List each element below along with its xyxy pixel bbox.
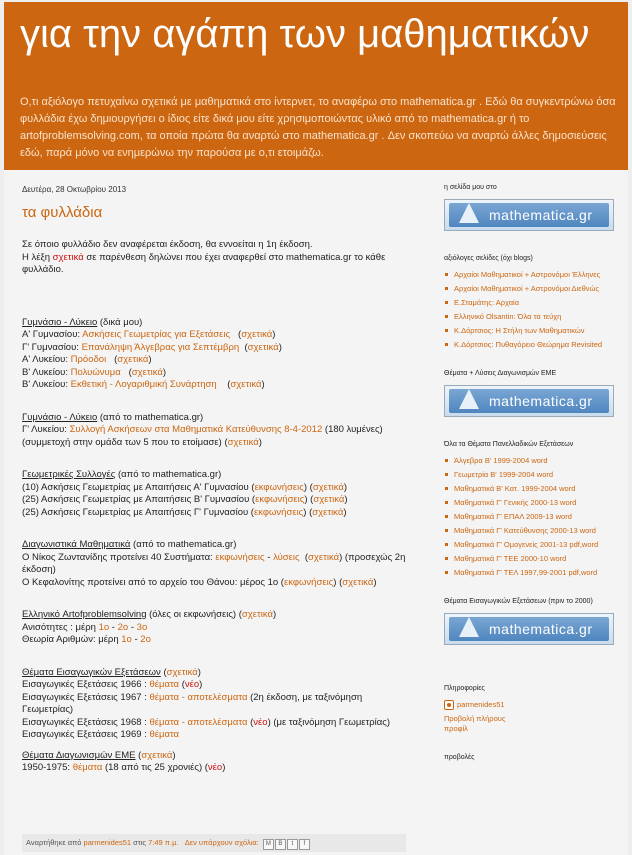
item-label: Ανισότητες : μέρη bbox=[22, 621, 99, 633]
list-item: Θεωρία Αριθμών: μέρη 1ο - 2ο bbox=[22, 634, 151, 645]
sidebar-link[interactable]: Μαθηματικά Γ' Κατεύθυνσης 2000-13 word bbox=[444, 526, 620, 536]
list-item: Εισαγωγικές Εξετάσεις 1968 : θέματα - αποτελέσματα (νέο) (με ταξινόμηση Γεωμετρίας) bbox=[22, 716, 391, 728]
sxetika-link[interactable]: σχετικά bbox=[247, 341, 279, 353]
item-label: Εισαγωγικές Εξετάσεις 1966 : bbox=[22, 679, 150, 690]
sidebar-link[interactable]: Μαθηματικά Γ' Ομογενείς 2001-13 pdf,word bbox=[444, 540, 620, 550]
sidebar-link[interactable]: Κ.Δόρτσιος: Πυθαγόρειο Θεώρημα Revisited bbox=[444, 340, 620, 350]
widget-title: προβολές bbox=[444, 754, 475, 762]
sxetika-link[interactable]: σχετικά bbox=[52, 251, 84, 263]
item-label: (10) Ασκήσεις Γεωμετρίας με Απαιτήσεις Α' Γυμνασίου bbox=[22, 481, 249, 493]
timestamp-link[interactable]: 7:49 π.μ. bbox=[148, 838, 179, 847]
sxetika-link[interactable]: σχετικά bbox=[313, 494, 345, 505]
sxetika-link[interactable]: σχετικά bbox=[241, 329, 273, 340]
statements-link[interactable]: εκφωνήσεις bbox=[283, 576, 334, 588]
section-title: Θέματα Εισαγωγικών Εξετάσεων bbox=[22, 666, 161, 678]
post-intro bbox=[22, 239, 406, 277]
item-note: (180 λυμένες) bbox=[322, 424, 383, 435]
list-item bbox=[22, 424, 406, 437]
list-item: Εισαγωγικές Εξετάσεις 1966 : θέματα (νέο) bbox=[22, 679, 203, 690]
list-item: Ανισότητες : μέρη 1ο - 2ο - 3ο bbox=[22, 621, 148, 633]
sidebar-link[interactable]: Γεωμετρία Β' 1999-2004 word bbox=[444, 470, 620, 480]
list-item bbox=[22, 437, 406, 450]
section-heading bbox=[22, 412, 406, 425]
at-label: στις bbox=[131, 838, 149, 847]
list-item: Α' Γυμνασίου: Ασκήσεις Γεωμετρίας για Εξετάσεις (σχετικά) bbox=[22, 329, 276, 340]
profile-name-link[interactable]: parmenides51 bbox=[457, 700, 505, 709]
sidebar bbox=[444, 184, 620, 769]
part-link[interactable]: 2ο bbox=[140, 634, 151, 645]
topics-link[interactable]: θέματα bbox=[149, 679, 180, 690]
new-badge: νέο bbox=[253, 716, 268, 728]
blog-description: Ο,τι αξιόλογο πετυχαίνω σχετικά με μαθηματικά στο ίντερνετ, το αναφέρω στο mathematica.gr . Εδώ θα συγκεντρώνω όσα φυλλάδια έχω δημιουργήσει ο ίδιος είτε δικά μου είτε χρησιμοποιώντας υλικό από το mathematica.gr ή το artofproblemsolving.com, τα οποία πρώτα θα αναρτώ στο mathematica.gr . Δεν σκοπεύω να αναρτώ άλλες δημοσιεύσεις εδώ, παρά μόνο να ενημερώνω την παρούσα με ο,τι ετοιμάζω. bbox=[20, 96, 616, 159]
twitter-share-icon[interactable]: t bbox=[287, 839, 298, 850]
part-link[interactable]: 1ο bbox=[98, 621, 110, 633]
item-note: (προσεχώς 2η έκδοση) bbox=[22, 551, 406, 575]
intro-text: Η λέξη bbox=[22, 251, 53, 263]
statements-link[interactable]: εκφωνήσεις bbox=[254, 481, 304, 493]
widget-title: αξιόλογες σελίδες (όχι blogs) bbox=[444, 255, 533, 262]
list-item bbox=[22, 729, 406, 742]
widget-title: Θέματα Εισαγωγικών Εξετάσεων (πριν το 2000) bbox=[444, 598, 593, 605]
item-label: 1950-1975: bbox=[22, 762, 73, 773]
section-geometry-collections bbox=[22, 469, 406, 519]
section-heading bbox=[22, 539, 406, 552]
section-note: (από το mathematica.gr) bbox=[115, 469, 222, 480]
item-label: Β' Λυκείου: bbox=[22, 366, 71, 378]
banner-text: mathematica.gr bbox=[489, 207, 593, 223]
sxetika-link[interactable]: σχετικά bbox=[166, 666, 198, 678]
mathematica-banner[interactable] bbox=[444, 199, 614, 231]
section-title: Γυμνάσιο - Λύκειο bbox=[22, 411, 98, 423]
section-heading: Ελληνικό Artofproblemsolving (όλες οι εκφωνήσεις) (σχετικά) bbox=[22, 609, 277, 620]
item-label: Εισαγωγικές Εξετάσεις 1969 : bbox=[22, 729, 150, 740]
mathematica-banner[interactable] bbox=[444, 613, 614, 645]
statements-link[interactable]: εκφωνήσεις bbox=[215, 551, 265, 563]
item-note: (συμμετοχή στην ομάδα των 5 που το ετοίμασε) ( bbox=[22, 436, 228, 448]
sxetika-link[interactable]: σχετικά bbox=[131, 366, 163, 378]
intro-line-1: Σε όποιο φυλλάδιο δεν αναφέρεται έκδοση, θα εννοείται η 1η έκδοση. bbox=[22, 239, 313, 250]
part-link[interactable]: 3ο bbox=[136, 621, 148, 633]
item-label: (25) Ασκήσεις Γεωμετρίας με Απαιτήσεις Γ' Γυμνασίου bbox=[22, 506, 249, 518]
sidebar-link[interactable]: Μαθηματικά Β' Κατ. 1999-2004 word bbox=[444, 484, 620, 494]
sidebar-link[interactable]: Μαθηματικά Γ' Γενικής 2000-13 word bbox=[444, 498, 620, 508]
section-heading bbox=[22, 317, 406, 330]
item-note: ) bbox=[258, 436, 262, 448]
sidebar-link[interactable]: Μαθηματικά Γ' ΤΕΛ 1997,99-2001 pdf,word bbox=[444, 568, 620, 578]
item-label: Γ' Γυμνασίου: bbox=[22, 341, 82, 353]
content-area bbox=[4, 170, 628, 855]
statements-link[interactable]: εκφωνήσεις bbox=[253, 506, 304, 518]
item-label: Α' Γυμνασίου: bbox=[22, 329, 83, 340]
part-link[interactable]: 2ο bbox=[117, 621, 129, 633]
triangle-logo-icon bbox=[459, 203, 479, 223]
handout-link[interactable]: Επανάληψη Άλγεβρας για Σεπτέμβρη bbox=[81, 341, 240, 353]
section-heading bbox=[22, 469, 406, 482]
profile-row bbox=[444, 700, 620, 710]
section-heading: Θέματα Εισαγωγικών Εξετάσεων (σχετικά) bbox=[22, 666, 201, 678]
sidebar-link[interactable]: Άλγεβρα Β' 1999-2004 word bbox=[444, 456, 620, 466]
list-item: (25) Ασκήσεις Γεωμετρίας με Απαιτήσεις Γ' Γυμνασίου (εκφωνήσεις) (σχετικά) bbox=[22, 506, 347, 518]
section-title: Θέματα Διαγωνισμών ΕΜΕ bbox=[22, 749, 136, 761]
intro-text: σε παρένθεση δηλώνει που έχει αναφερθεί στο mathematica.gr το κάθε φυλλάδιο. bbox=[22, 251, 386, 275]
section-heading: Θέματα Διαγωνισμών ΕΜΕ (σχετικά) bbox=[22, 749, 176, 761]
view-profile-link[interactable]: Προβολή πλήρους προφίλ bbox=[444, 714, 506, 734]
section-title: Ελληνικό Artofproblemsolving bbox=[22, 609, 147, 620]
list-item bbox=[22, 692, 406, 717]
post-title[interactable]: τα φυλλάδια bbox=[22, 203, 103, 221]
list-item: (10) Ασκήσεις Γεωμετρίας με Απαιτήσεις Α' Γυμνασίου (εκφωνήσεις) (σχετικά) bbox=[22, 481, 348, 493]
list-item: Ο Νίκος Ζωντανίδης προτείνει 40 Συστήματα: εκφωνήσεις - λύσεις (σχετικά) (προσεχώς 2η έκδοση) bbox=[22, 551, 406, 575]
item-label: Β' Λυκείου: bbox=[22, 379, 71, 390]
sidebar-link[interactable]: Αρχαίοι Μαθηματικοί + Αστρονόμοι Διεθνώς bbox=[444, 284, 620, 294]
item-label: Ο Νίκος Ζωντανίδης προτείνει 40 Συστήματα: bbox=[22, 551, 216, 563]
mathematica-banner[interactable] bbox=[444, 385, 614, 417]
item-note: ) bbox=[222, 762, 226, 773]
sidebar-link[interactable]: Ελληνικό Olsantin: Όλα τα τεύχη bbox=[444, 312, 620, 322]
list-item: Β' Λυκείου: Πολυώνυμα (σχετικά) bbox=[22, 366, 167, 378]
item-note: (18 από τις 25 χρονιές) ( bbox=[102, 762, 208, 773]
section-gymnasio-lykeio-mathematica bbox=[22, 412, 406, 450]
section-competition-math bbox=[22, 539, 406, 589]
post-column bbox=[22, 184, 406, 795]
widget-title: Θέματα + Λύσεις Διαγωνισμών ΕΜΕ bbox=[444, 370, 557, 377]
sxetika-link[interactable]: σχετικά bbox=[342, 576, 374, 588]
profile-widget bbox=[444, 685, 620, 761]
topics-link[interactable]: θέματα bbox=[72, 762, 103, 773]
section-note: (από το mathematica.gr) bbox=[97, 411, 204, 423]
comments-link[interactable]: Δεν υπάρχουν σχόλια: bbox=[184, 838, 259, 847]
list-item bbox=[22, 762, 406, 775]
list-item: Β' Λυκείου: Εκθετική - Λογαριθμική Συνάρτηση (σχετικά) bbox=[22, 379, 265, 390]
sxetika-link[interactable]: σχετικά bbox=[227, 436, 259, 448]
sxetika-link[interactable]: σχετικά bbox=[308, 551, 340, 563]
new-badge: νέο bbox=[184, 679, 200, 690]
section-note: (όλες οι εκφωνήσεις) ( bbox=[146, 609, 242, 620]
item-note: (με ταξινόμηση Γεωμετρίας) bbox=[270, 716, 391, 728]
solutions-link[interactable]: λύσεις bbox=[273, 551, 300, 563]
banner-text: mathematica.gr bbox=[489, 621, 593, 637]
statements-link[interactable]: εκφωνήσεις bbox=[255, 494, 305, 505]
item-label: Γ' Λυκείου: bbox=[22, 424, 70, 435]
intro-line-2 bbox=[22, 252, 406, 277]
sidebar-link[interactable]: Μαθηματικά Γ' ΤΕΕ 2000-10 word bbox=[444, 554, 620, 564]
facebook-share-icon[interactable]: f bbox=[299, 839, 310, 850]
list-item: (25) Ασκήσεις Γεωμετρίας με Απαιτήσεις Β' Γυμνασίου (εκφωνήσεις) (σχετικά) bbox=[22, 494, 348, 505]
item-note: (2η έκδοση, με ταξινόμηση Γεωμετρίας) bbox=[22, 691, 363, 715]
sxetika-link[interactable]: σχετικά bbox=[312, 506, 344, 518]
sxetika-link[interactable]: σχετικά bbox=[141, 749, 173, 761]
topics-link[interactable]: θέματα bbox=[149, 729, 180, 740]
posted-by-label: Αναρτήθηκε από bbox=[26, 838, 84, 847]
post-footer bbox=[22, 834, 406, 852]
useful-pages-list bbox=[444, 270, 620, 350]
section-gymnasio-lykeio-mine bbox=[22, 317, 406, 392]
exams-list bbox=[444, 456, 620, 578]
topics-link[interactable]: θέματα - αποτελέσματα bbox=[149, 716, 248, 728]
list-item: Γ' Γυμνασίου: Επανάληψη Άλγεβρας για Σεπτέμβρη (σχετικά) bbox=[22, 341, 282, 353]
item-label: Θεωρία Αριθμών: μέρη bbox=[22, 634, 122, 645]
topics-link[interactable]: θέματα - αποτελέσματα bbox=[149, 691, 248, 703]
author-link[interactable]: parmenides51 bbox=[83, 838, 132, 847]
post-date: Δευτέρα, 28 Οκτωβρίου 2013 bbox=[22, 185, 127, 194]
handout-link[interactable]: Πρόοδοι bbox=[70, 354, 107, 365]
sxetika-link[interactable]: σχετικά bbox=[312, 481, 344, 493]
item-label: Α' Λυκείου: bbox=[22, 354, 71, 365]
list-item: Α' Λυκείου: Πρόοδοι (σχετικά) bbox=[22, 354, 152, 365]
section-aops bbox=[22, 609, 406, 647]
section-entrance-exams bbox=[22, 667, 406, 742]
blogger-profile-icon bbox=[444, 700, 454, 710]
sxetika-link[interactable]: σχετικά bbox=[117, 354, 149, 365]
blog-header bbox=[4, 2, 628, 170]
email-share-icon[interactable]: M bbox=[263, 839, 274, 850]
section-note: (από το mathematica.gr) bbox=[130, 539, 237, 550]
section-title: Γεωμετρικές Συλλογές bbox=[22, 469, 116, 480]
triangle-logo-icon bbox=[459, 389, 479, 409]
list-item: Ο Κεφαλονίτης προτείνει από το αρχείο του Θάνου: μέρος 1ο (εκφωνήσεις) (σχετικά) bbox=[22, 576, 377, 588]
share-buttons bbox=[263, 834, 311, 852]
widget-title: Πληροφορίες bbox=[444, 685, 485, 692]
sxetika-link[interactable]: σχετικά bbox=[230, 379, 262, 390]
sidebar-link[interactable]: Μαθηματικά Γ' ΕΠΑΛ 2009-13 word bbox=[444, 512, 620, 522]
item-label: Ο Κεφαλονίτης προτείνει από το αρχείο του Θάνου: μέρος 1ο ( bbox=[22, 576, 284, 588]
item-label: (25) Ασκήσεις Γεωμετρίας με Απαιτήσεις Β' Γυμνασίου bbox=[22, 494, 250, 505]
widget-title: η σελίδα μου στο bbox=[444, 184, 497, 191]
section-title: Διαγωνιστικά Μαθηματικά bbox=[22, 539, 131, 550]
section-note: (δικά μου) bbox=[97, 316, 143, 328]
section-eme-competitions bbox=[22, 750, 406, 775]
handout-link[interactable]: Πολυώνυμα bbox=[70, 366, 121, 378]
separator: - bbox=[264, 551, 274, 563]
item-label: Εισαγωγικές Εξετάσεις 1968 : bbox=[22, 716, 150, 728]
item-label: Εισαγωγικές Εξετάσεις 1967 : bbox=[22, 691, 150, 703]
blog-share-icon[interactable]: B bbox=[275, 839, 286, 850]
sxetika-link[interactable]: σχετικά bbox=[241, 609, 273, 620]
sidebar-link[interactable]: Αρχαίοι Μαθηματικοί + Αστρονόμοι Έλληνες bbox=[444, 270, 620, 280]
triangle-logo-icon bbox=[459, 617, 479, 637]
blog-title[interactable]: για την αγάπη των μαθηματικών bbox=[20, 12, 590, 56]
handout-link[interactable]: Ασκήσεις Γεωμετρίας για Εξετάσεις bbox=[82, 329, 231, 340]
sidebar-link[interactable]: Κ.Δόρτσιος: Η Στήλη των Μαθηματικών bbox=[444, 326, 620, 336]
handout-link[interactable]: Εκθετική - Λογαριθμική Συνάρτηση bbox=[70, 379, 217, 390]
part-link[interactable]: 1ο bbox=[121, 634, 132, 645]
banner-text: mathematica.gr bbox=[489, 393, 593, 409]
section-title: Γυμνάσιο - Λύκειο bbox=[22, 316, 98, 328]
handout-link[interactable]: Συλλογή Ασκήσεων στα Μαθηματικά Κατεύθυνσης 8-4-2012 bbox=[69, 424, 323, 435]
new-badge: νέο bbox=[207, 762, 223, 773]
widget-title: Όλα τα Θέματα Πανελλαδικών Εξετάσεων bbox=[444, 441, 574, 448]
sidebar-link[interactable]: Ε.Σταμάτης: Αρχαία bbox=[444, 298, 620, 308]
